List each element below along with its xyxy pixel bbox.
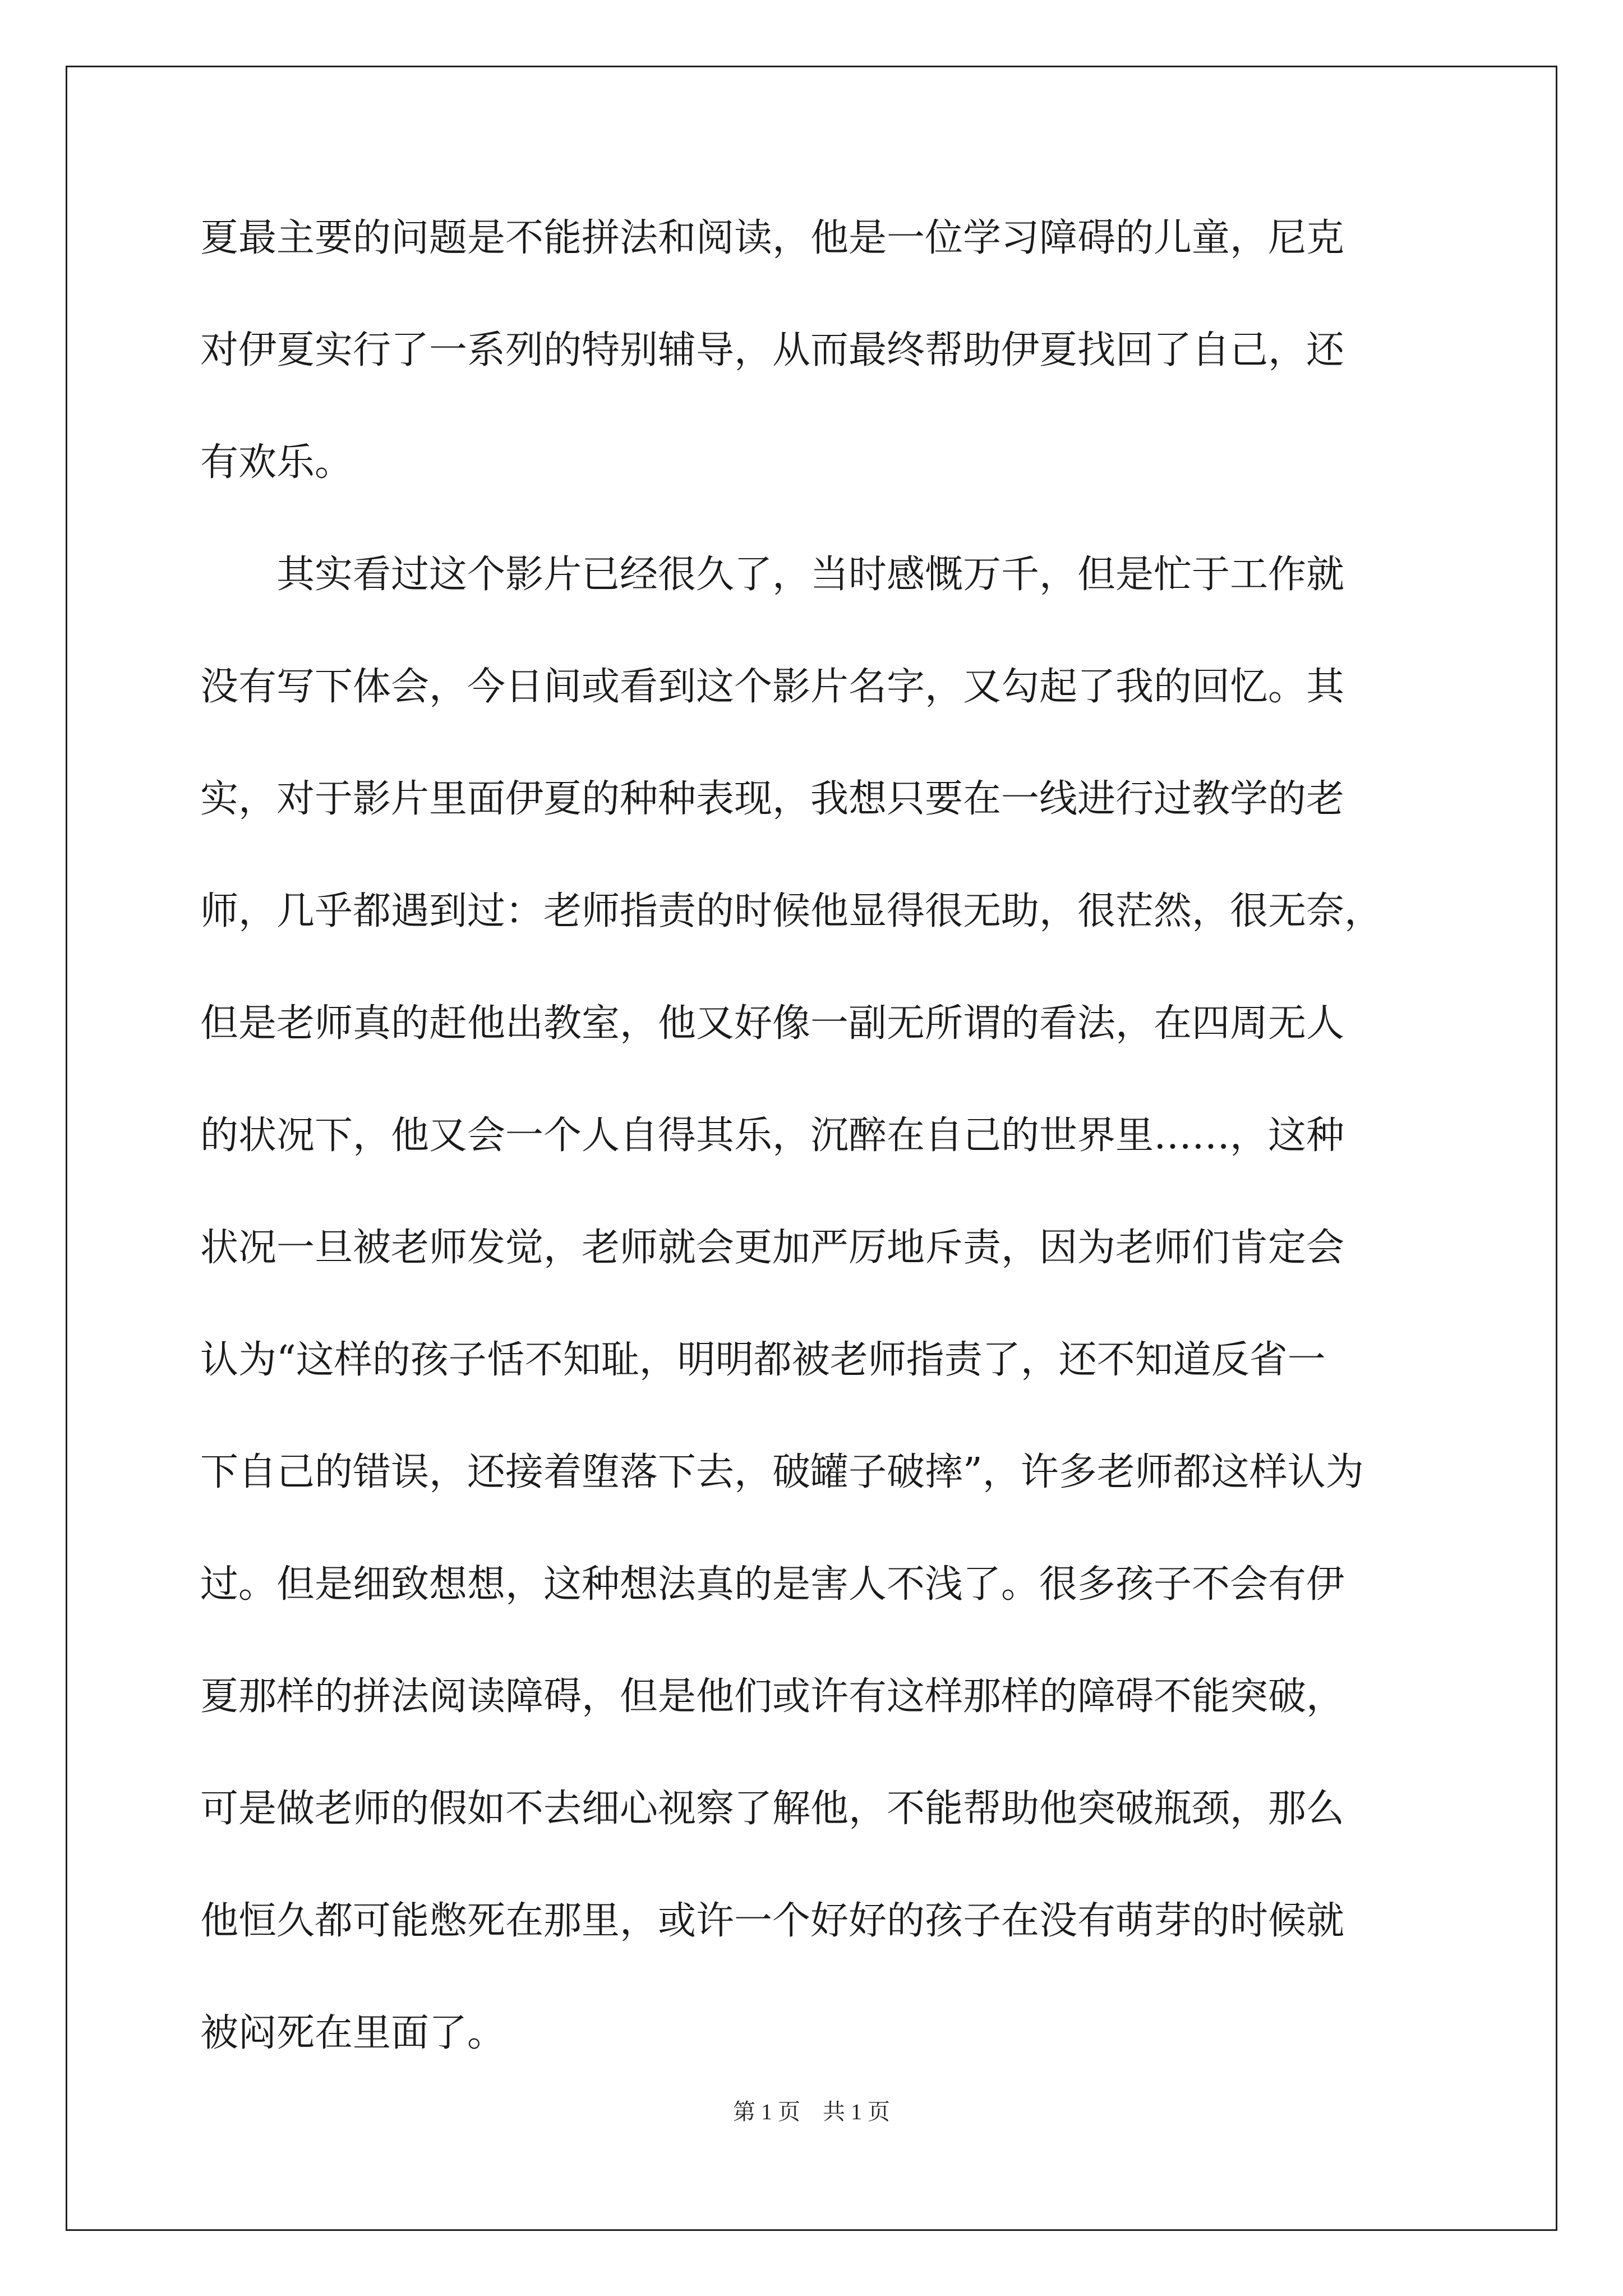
text-line: 被闷死在里面了。: [200, 2011, 506, 2055]
text-line: 夏最主要的问题是不能拼法和阅读，他是一位学习障碍的儿童，尼克: [200, 216, 1345, 260]
text-line: 有欢乐。: [200, 440, 353, 485]
text-line: 但是老师真的赶他出教室，他又好像一副无所谓的看法，在四周无人: [200, 1001, 1345, 1046]
text-line: 夏那样的拼法阅读障碍，但是他们或许有这样那样的障碍不能突破，: [200, 1674, 1345, 1719]
text-line: 师，几乎都遇到过：老师指责的时候他显得很无助，很茫然，很无奈，: [200, 889, 1383, 933]
text-line: 没有写下体会，今日间或看到这个影片名字，又勾起了我的回忆。其: [200, 665, 1345, 709]
text-line: 的状况下，他又会一个人自得其乐，沉醉在自己的世界里……，这种: [200, 1114, 1345, 1158]
page-number-footer: 第 1 页 共 1 页: [733, 2099, 890, 2124]
text-line: 下自己的错误，还接着堕落下去，破罐子破摔”，许多老师都这样认为: [200, 1450, 1364, 1494]
text-line: 认为“这样的孩子恬不知耻，明明都被老师指责了，还不知道反省一: [200, 1338, 1326, 1382]
text-line: 实，对于影片里面伊夏的种种表现，我想只要在一线进行过教学的老: [200, 777, 1345, 821]
text-line: 过。但是细致想想，这种想法真的是害人不浅了。很多孩子不会有伊: [200, 1562, 1345, 1607]
text-line: 他恒久都可能憋死在那里，或许一个好好的孩子在没有萌芽的时候就: [200, 1899, 1345, 1943]
text-line: 对伊夏实行了一系列的特别辅导，从而最终帮助伊夏找回了自己，还: [200, 328, 1345, 372]
text-line: 状况一旦被老师发觉，老师就会更加严厉地斥责，因为老师们肯定会: [200, 1226, 1345, 1270]
text-line: 可是做老师的假如不去细心视察了解他，不能帮助他突破瓶颈，那么: [200, 1787, 1345, 1831]
text-line: 其实看过这个影片已经很久了，当时感慨万千，但是忙于工作就: [200, 553, 1345, 597]
